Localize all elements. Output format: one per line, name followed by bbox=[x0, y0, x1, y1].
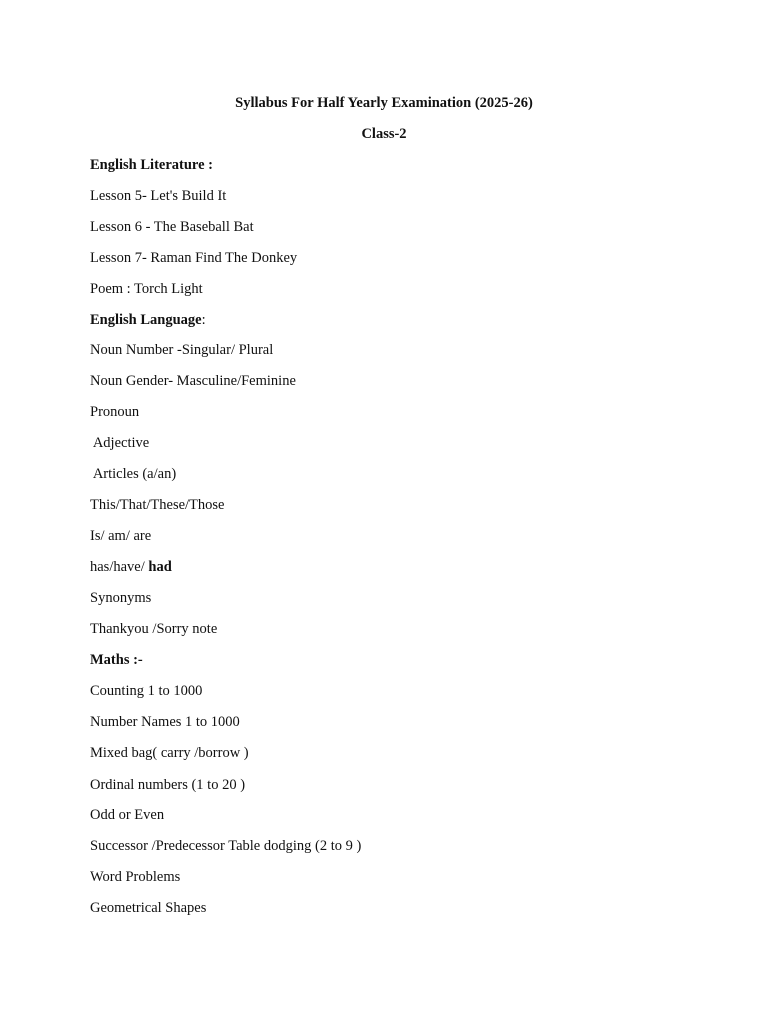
language-item: This/That/These/Those bbox=[90, 497, 225, 513]
literature-item: Lesson 7- Raman Find The Donkey bbox=[90, 250, 298, 266]
maths-item: Successor /Predecessor Table dodging (2 to 9 ) bbox=[90, 838, 362, 854]
maths-item: Word Problems bbox=[90, 869, 181, 885]
language-item: Noun Number -Singular/ Plural bbox=[90, 342, 274, 358]
language-item: Articles (a/an) bbox=[90, 466, 177, 482]
had-text: had bbox=[148, 559, 172, 575]
maths-item: Geometrical Shapes bbox=[90, 900, 207, 916]
maths-item: Ordinal numbers (1 to 20 ) bbox=[90, 777, 246, 793]
english-literature-heading: English Literature : bbox=[90, 157, 213, 173]
language-item: Noun Gender- Masculine/Feminine bbox=[90, 373, 296, 389]
english-language-heading: English Language bbox=[90, 312, 202, 328]
has-have-text: has/have/ bbox=[90, 559, 149, 575]
english-language-heading-row bbox=[90, 310, 206, 330]
maths-heading: Maths :- bbox=[90, 652, 143, 668]
literature-item: Lesson 6 - The Baseball Bat bbox=[90, 219, 254, 235]
language-item: Pronoun bbox=[90, 404, 140, 420]
maths-item: Number Names 1 to 1000 bbox=[90, 714, 240, 730]
class-label: Class-2 bbox=[361, 126, 407, 142]
language-item: Thankyou /Sorry note bbox=[90, 621, 218, 637]
literature-item: Poem : Torch Light bbox=[90, 281, 203, 297]
maths-item: Odd or Even bbox=[90, 807, 165, 823]
document-title: Syllabus For Half Yearly Examination (2025-26) bbox=[235, 95, 533, 111]
language-item: Adjective bbox=[90, 435, 150, 451]
maths-item: Mixed bag( carry /borrow ) bbox=[90, 745, 249, 761]
english-language-heading-colon: : bbox=[201, 312, 206, 328]
language-item: Synonyms bbox=[90, 590, 152, 606]
literature-item: Lesson 5- Let's Build It bbox=[90, 188, 227, 204]
language-item-has-have bbox=[90, 557, 172, 577]
maths-item: Counting 1 to 1000 bbox=[90, 683, 203, 699]
language-item: Is/ am/ are bbox=[90, 528, 152, 544]
